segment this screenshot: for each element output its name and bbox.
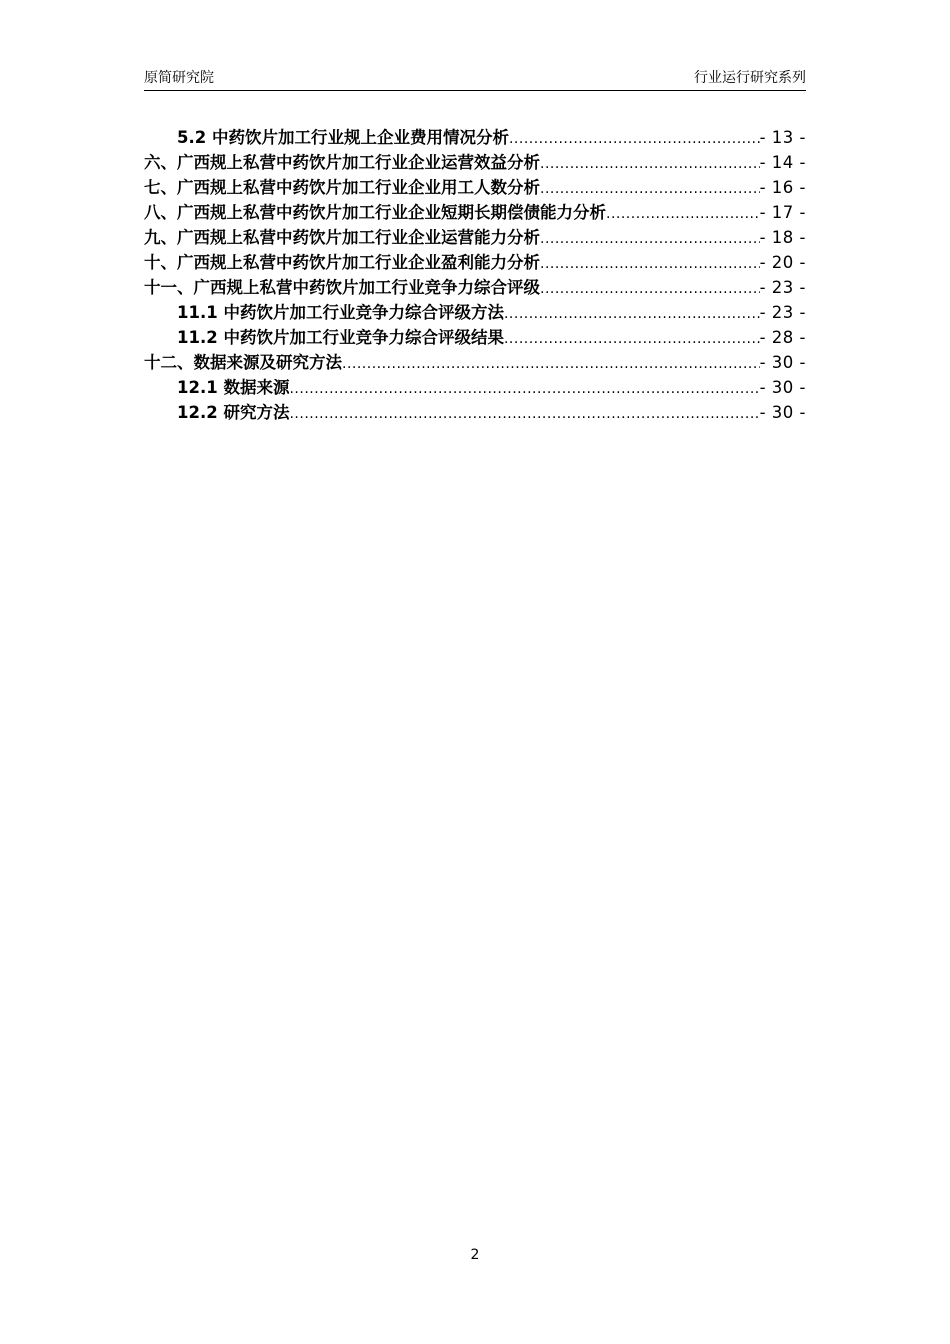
toc-dot-leader: [509, 127, 760, 152]
toc-entry-title: 12.2 研究方法: [177, 403, 290, 422]
toc-entry-title: 六、广西规上私营中药饮片加工行业企业运营效益分析: [144, 153, 540, 172]
toc-entry-page: - 16 -: [759, 178, 806, 197]
toc-entry[interactable]: [144, 375, 806, 400]
toc-dot-leader: [504, 327, 760, 352]
toc-dot-leader: [289, 377, 759, 402]
toc-entry-title: 十一、广西规上私营中药饮片加工行业竞争力综合评级: [144, 278, 540, 297]
header-organization: 原简研究院: [144, 70, 214, 86]
page-number: 2: [470, 1247, 480, 1263]
toc-entry-page: - 14 -: [759, 153, 806, 172]
toc-entry[interactable]: [144, 200, 806, 225]
toc-entry-title: 七、广西规上私营中药饮片加工行业企业用工人数分析: [144, 178, 540, 197]
toc-dot-leader: [289, 402, 759, 427]
toc-entry-page: - 28 -: [759, 328, 806, 347]
toc-entry-page: - 18 -: [759, 228, 806, 247]
toc-entry[interactable]: [144, 300, 806, 325]
toc-entry[interactable]: [144, 225, 806, 250]
toc-entry-title: 12.1 数据来源: [177, 378, 290, 397]
toc-dot-leader: [606, 202, 760, 227]
toc-dot-leader: [342, 352, 760, 377]
toc-entry-title: 十、广西规上私营中药饮片加工行业企业盈利能力分析: [144, 253, 540, 272]
toc-entry-page: - 30 -: [759, 378, 806, 397]
toc-entry-page: - 23 -: [759, 278, 806, 297]
toc-entry[interactable]: [144, 325, 806, 350]
toc-entry[interactable]: [144, 150, 806, 175]
toc-dot-leader: [504, 302, 760, 327]
header-series-title: 行业运行研究系列: [694, 70, 806, 86]
toc-entry-page: - 17 -: [759, 203, 806, 222]
toc-dot-leader: [540, 227, 760, 252]
toc-entry[interactable]: [144, 275, 806, 300]
toc-dot-leader: [540, 177, 760, 202]
page-header: [144, 68, 806, 91]
toc-entry-page: - 30 -: [759, 353, 806, 372]
toc-dot-leader: [540, 152, 760, 177]
toc-entry-title: 11.1 中药饮片加工行业竞争力综合评级方法: [177, 303, 504, 322]
toc-entry[interactable]: [144, 175, 806, 200]
toc-entry-title: 八、广西规上私营中药饮片加工行业企业短期长期偿债能力分析: [144, 203, 606, 222]
toc-entry-page: - 13 -: [759, 128, 806, 147]
toc-dot-leader: [540, 277, 760, 302]
toc-entry-title: 5.2 中药饮片加工行业规上企业费用情况分析: [177, 128, 509, 147]
toc-entry-title: 九、广西规上私营中药饮片加工行业企业运营能力分析: [144, 228, 540, 247]
toc-entry-page: - 20 -: [759, 253, 806, 272]
toc-entry-page: - 23 -: [759, 303, 806, 322]
toc-entry[interactable]: [144, 125, 806, 150]
toc-entry-page: - 30 -: [759, 403, 806, 422]
toc-entry[interactable]: [144, 350, 806, 375]
toc-dot-leader: [540, 252, 760, 277]
toc-entry-title: 11.2 中药饮片加工行业竞争力综合评级结果: [177, 328, 504, 347]
toc-entry[interactable]: [144, 250, 806, 275]
toc-entry[interactable]: [144, 400, 806, 425]
toc-entry-title: 十二、数据来源及研究方法: [144, 353, 342, 372]
table-of-contents: [144, 125, 806, 425]
